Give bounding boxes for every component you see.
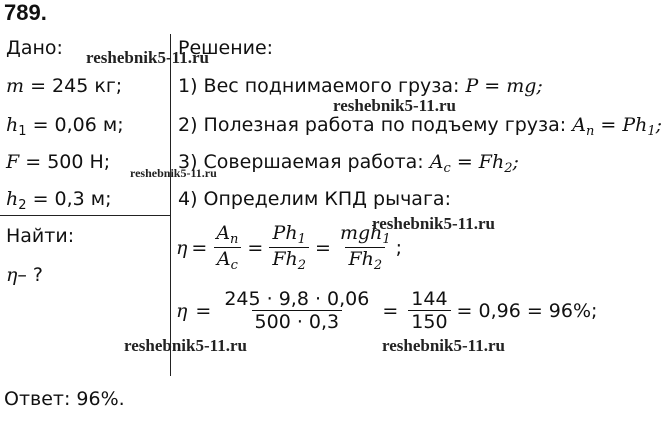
step-1-text: 1) Вес поднимаемого груза: <box>178 75 460 97</box>
equals-sign: = <box>195 299 212 322</box>
watermark: reshebnik5-11.ru <box>372 214 495 233</box>
given-item-height2 <box>6 188 112 213</box>
given-item-height1 <box>6 114 124 139</box>
semicolon: ; <box>395 236 403 259</box>
equals-sign: = <box>382 299 399 322</box>
fraction-numeric: $\frac{245 \cdot 9,8 \cdot 0,06}{500 \cdot 0,3}$ <box>224 288 370 333</box>
final-result: = 0,96 = 96%; <box>456 299 598 322</box>
step-1 <box>178 75 543 97</box>
fraction-result: $\frac{144}{150}$ <box>408 288 450 333</box>
step-3-text: 3) Совершаемая работа: <box>178 151 424 173</box>
given-item-mass <box>6 75 122 97</box>
given-var-sub: 1 <box>18 124 27 139</box>
given-value: = 0,3 м; <box>32 188 112 210</box>
watermark: reshebnik5-11.ru <box>86 48 209 67</box>
eta-symbol: η <box>176 299 188 322</box>
given-item-force <box>6 151 110 173</box>
given-value: = 500 Н; <box>25 151 111 173</box>
find-heading: Найти: <box>6 225 75 247</box>
equals-sign: = <box>191 236 208 259</box>
find-text: – ? <box>17 264 44 286</box>
given-value: = 245 кг; <box>30 75 123 97</box>
step-2-text: 2) Полезная работа по подъему груза: <box>178 114 567 136</box>
fraction-work-ratio: $\frac{A_п}{A_с}$ <box>213 222 241 273</box>
watermark: reshebnik5-11.ru <box>130 166 217 180</box>
numeric-calculation <box>176 288 597 333</box>
given-heading: Дано: <box>6 37 63 59</box>
step-1-formula: P = mg; <box>465 75 543 97</box>
fraction-ph-fh: $\frac{Ph_1}{Fh_2}$ <box>269 222 309 273</box>
given-var: m <box>6 75 25 97</box>
find-var: η <box>6 264 18 286</box>
watermark: reshebnik5-11.ru <box>382 336 505 355</box>
step-4: 4) Определим КПД рычага: <box>178 188 451 210</box>
step-2-formula: $A_п = Ph_1$; <box>572 114 662 139</box>
given-divider-vertical <box>170 34 171 376</box>
step-3-formula: $A_с = Fh_2$; <box>429 151 519 176</box>
given-var-sub: 2 <box>18 198 27 213</box>
watermark: reshebnik5-11.ru <box>333 96 456 115</box>
given-var: h <box>6 188 19 210</box>
problem-number: 789. <box>4 0 47 25</box>
step-2 <box>178 114 662 139</box>
solution-heading: Решение: <box>178 37 274 59</box>
eta-symbol: η <box>176 236 188 259</box>
equals-sign: = <box>247 236 264 259</box>
given-var: F <box>6 151 20 173</box>
given-divider-horizontal <box>0 215 171 216</box>
equals-sign: = <box>315 236 331 259</box>
efficiency-formula <box>176 222 402 273</box>
watermark: reshebnik5-11.ru <box>124 336 247 355</box>
answer: Ответ: 96%. <box>4 388 125 410</box>
fraction-mgh-fh: $\frac{mgh_1}{Fh_2}$ <box>339 222 391 273</box>
step-3 <box>178 151 519 176</box>
given-value: = 0,06 м; <box>32 114 124 136</box>
find-item <box>6 264 43 286</box>
given-var: h <box>6 114 19 136</box>
